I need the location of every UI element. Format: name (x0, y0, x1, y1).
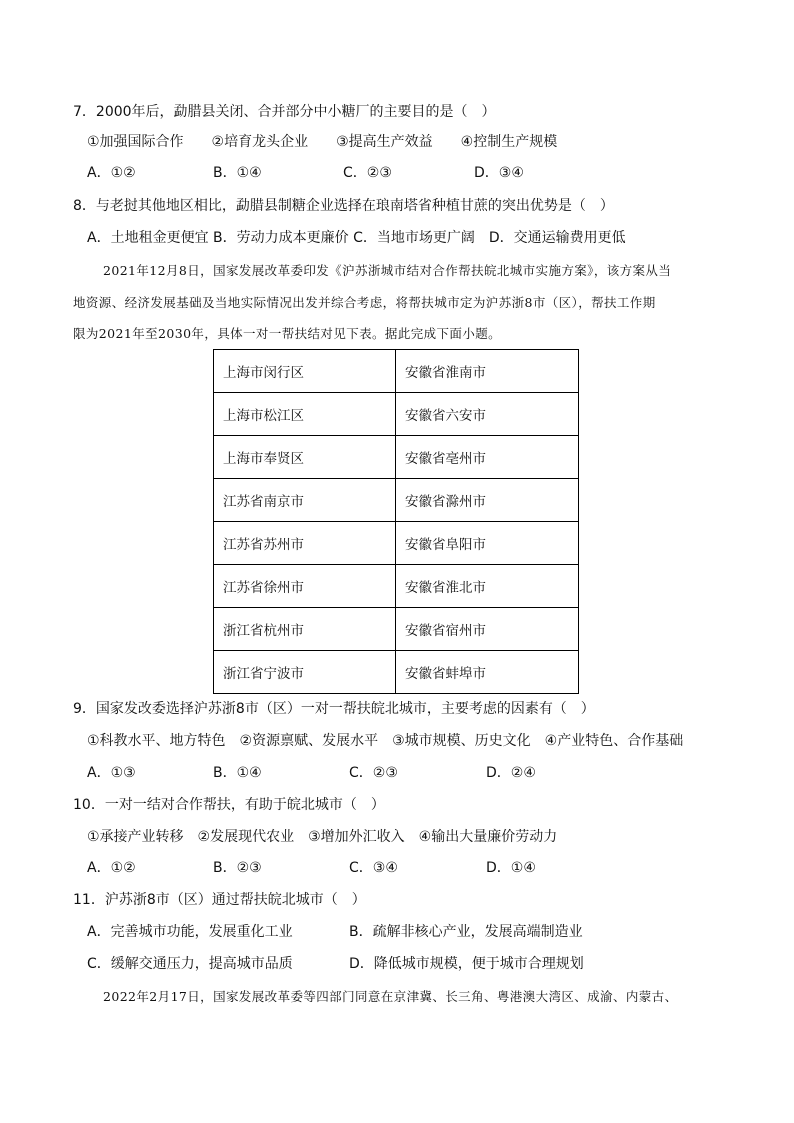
helped-city-cell: 安徽省淮南市 (396, 350, 579, 393)
table-row (214, 350, 579, 393)
helper-city-cell: 上海市闵行区 (214, 350, 396, 393)
passage-1-line-3: 限为2021年至2030年，具体一对一帮扶结对见下表。据此完成下面小题。 (73, 326, 502, 341)
table-row (214, 651, 579, 694)
helped-city-cell: 安徽省淮北市 (396, 565, 579, 608)
question-9-options (87, 763, 687, 783)
option-d[interactable]: D．②④ (486, 765, 536, 781)
helper-city-cell: 上海市奉贤区 (214, 436, 396, 479)
question-8-stem: 8．与老挝其他地区相比，勐腊县制糖企业选择在琅南塔省种植甘蔗的突出优势是（ ） (73, 198, 614, 214)
table-row (214, 436, 579, 479)
helper-city-cell: 江苏省苏州市 (214, 522, 396, 565)
question-7-items: ①加强国际合作 ②培育龙头企业 ③提高生产效益 ④控制生产规模 (87, 134, 558, 150)
table-row (214, 522, 579, 565)
passage-1-line-1: 2021年12月8日，国家发展改革委印发《沪苏浙城市结对合作帮扶皖北城市实施方案》，该方案从当 (103, 263, 672, 278)
helped-city-cell: 安徽省阜阳市 (396, 522, 579, 565)
pairing-table (213, 349, 579, 694)
helper-city-cell: 上海市松江区 (214, 393, 396, 436)
option-a[interactable]: A．①② (87, 860, 136, 876)
option-a[interactable]: A．①③ (87, 765, 136, 781)
table-row (214, 608, 579, 651)
helped-city-cell: 安徽省亳州市 (396, 436, 579, 479)
option-d[interactable]: D．①④ (486, 860, 536, 876)
question-9-items: ①科教水平、地方特色 ②资源禀赋、发展水平 ③城市规模、历史文化 ④产业特色、合作基础 (87, 733, 684, 749)
option-c[interactable]: C．缓解交通压力，提高城市品质 (87, 956, 293, 972)
helper-city-cell: 江苏省南京市 (214, 479, 396, 522)
helped-city-cell: 安徽省滁州市 (396, 479, 579, 522)
question-7-stem: 7．2000年后，勐腊县关闭、合并部分中小糖厂的主要目的是（ ） (73, 104, 496, 120)
question-10-items: ①承接产业转移 ②发展现代农业 ③增加外汇收入 ④输出大量廉价劳动力 (87, 829, 558, 845)
option-d[interactable]: D．降低城市规模，便于城市合理规划 (349, 956, 584, 972)
option-b[interactable]: B．①④ (213, 165, 262, 181)
helped-city-cell: 安徽省宿州市 (396, 608, 579, 651)
option-a[interactable]: A．①② (87, 165, 136, 181)
question-10-options (87, 858, 687, 878)
helped-city-cell: 安徽省蚌埠市 (396, 651, 579, 694)
question-11-options-row-1 (87, 922, 707, 942)
helped-city-cell: 安徽省六安市 (396, 393, 579, 436)
option-c[interactable]: C．②③ (349, 765, 398, 781)
option-c[interactable]: C．③④ (349, 860, 398, 876)
option-b[interactable]: B．①④ (213, 765, 262, 781)
table-row (214, 393, 579, 436)
question-11-options-row-2 (87, 954, 707, 974)
question-11-stem: 11．沪苏浙8市（区）通过帮扶皖北城市（ ） (73, 892, 366, 908)
option-b[interactable]: B．②③ (213, 860, 262, 876)
option-d[interactable]: D．③④ (474, 165, 524, 181)
option-a[interactable]: A．完善城市功能，发展重化工业 (87, 924, 293, 940)
helper-city-cell: 江苏省徐州市 (214, 565, 396, 608)
question-7-options (87, 163, 687, 183)
passage-2-line-1: 2022年2月17日，国家发展改革委等四部门同意在京津冀、长三角、粤港澳大湾区、成渝、内蒙古、 (103, 989, 678, 1004)
option-b[interactable]: B．疏解非核心产业，发展高端制造业 (349, 924, 583, 940)
question-10-stem: 10．一对一结对合作帮扶，有助于皖北城市（ ） (73, 797, 385, 813)
table-row (214, 479, 579, 522)
question-9-stem: 9．国家发改委选择沪苏浙8市（区）一对一帮扶皖北城市，主要考虑的因素有（ ） (73, 701, 595, 717)
table-row (214, 565, 579, 608)
passage-1-line-2: 地资源、经济发展基础及当地实际情况出发并综合考虑，将帮扶城市定为沪苏浙8市（区），帮扶工作期 (73, 295, 656, 310)
helper-city-cell: 浙江省宁波市 (214, 651, 396, 694)
helper-city-cell: 浙江省杭州市 (214, 608, 396, 651)
question-8-options[interactable]: A．土地租金更便宜 B．劳动力成本更廉价 C．当地市场更广阔 D．交通运输费用更低 (87, 230, 626, 246)
option-c[interactable]: C．②③ (343, 165, 392, 181)
